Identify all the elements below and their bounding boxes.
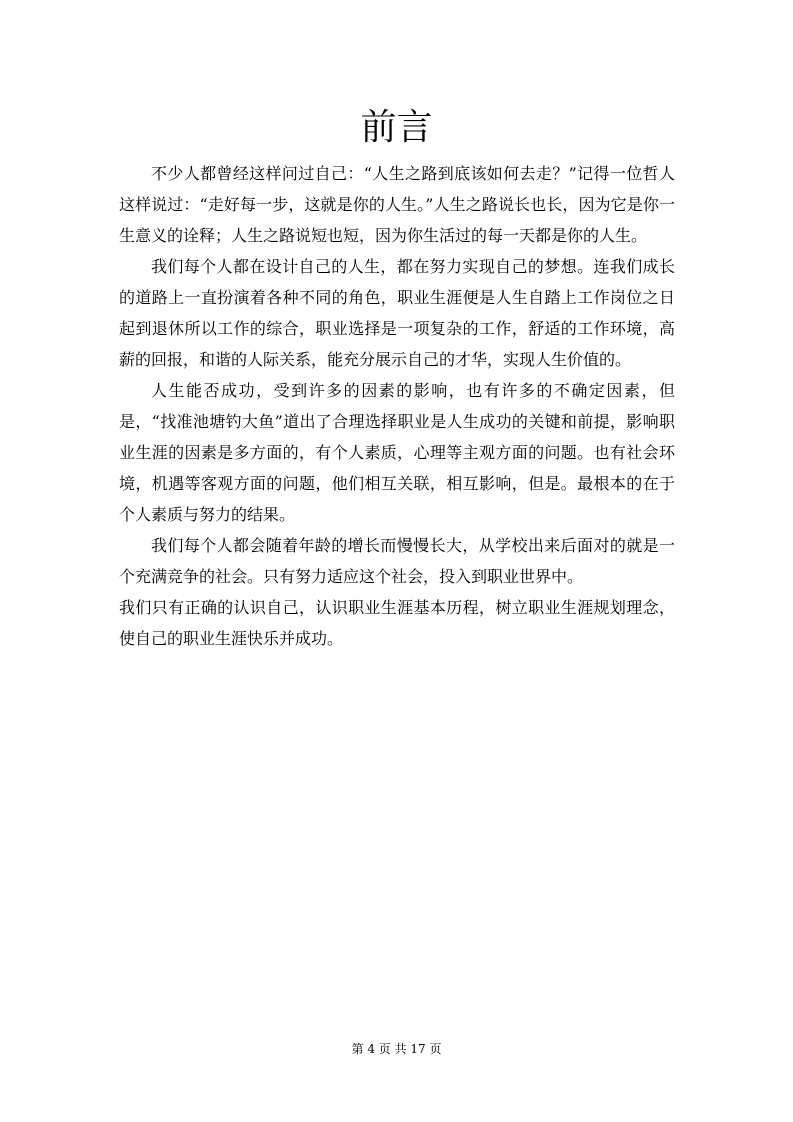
paragraph-1: 不少人都曾经这样问过自己：“人生之路到底该如何去走？”记得一位哲人这样说过：“走好每一步，这就是你的人生。”人生之路说长也长，因为它是你一生意义的诠释；人生之路说短也短，因为你生活过的每一天都是你的人生。 [119,164,675,245]
paragraph-4: 我们每个人都会随着年龄的增长而慢慢长大，从学校出来后面对的就是一个充满竞争的社会。只有努力适应这个社会，投入到职业世界中。 [119,536,675,586]
page-footer: 第 4 页 共 17 页 [351,1042,442,1056]
paragraph-3: 人生能否成功，受到许多的因素的影响，也有许多的不确定因素，但是，“找准池塘钓大鱼”道出了合理选择职业是人生成功的关键和前提，影响职业生涯的因素是多方面的，有个人素质，心理等主观方面的问题。也有社会环境，机遇等客观方面的问题，他们相互关联，相互影响，但是。最根本的在于个人素质与努力的结果。 [119,381,675,524]
paragraph-2: 我们每个人都在设计自己的人生，都在努力实现自己的梦想。连我们成长的道路上一直扮演着各种不同的角色，职业生涯便是人生自踏上工作岗位之日起到退休所以工作的综合，职业选择是一项复杂的工作，舒适的工作环境，高薪的回报，和谐的人际关系，能充分展示自己的才华，实现人生价值的。 [119,257,675,369]
page-title: 前言 [360,107,433,148]
paragraph-5: 我们只有正确的认识自己，认识职业生涯基本历程，树立职业生涯规划理念，使自己的职业生涯快乐并成功。 [119,598,675,648]
document-body [119,158,675,654]
